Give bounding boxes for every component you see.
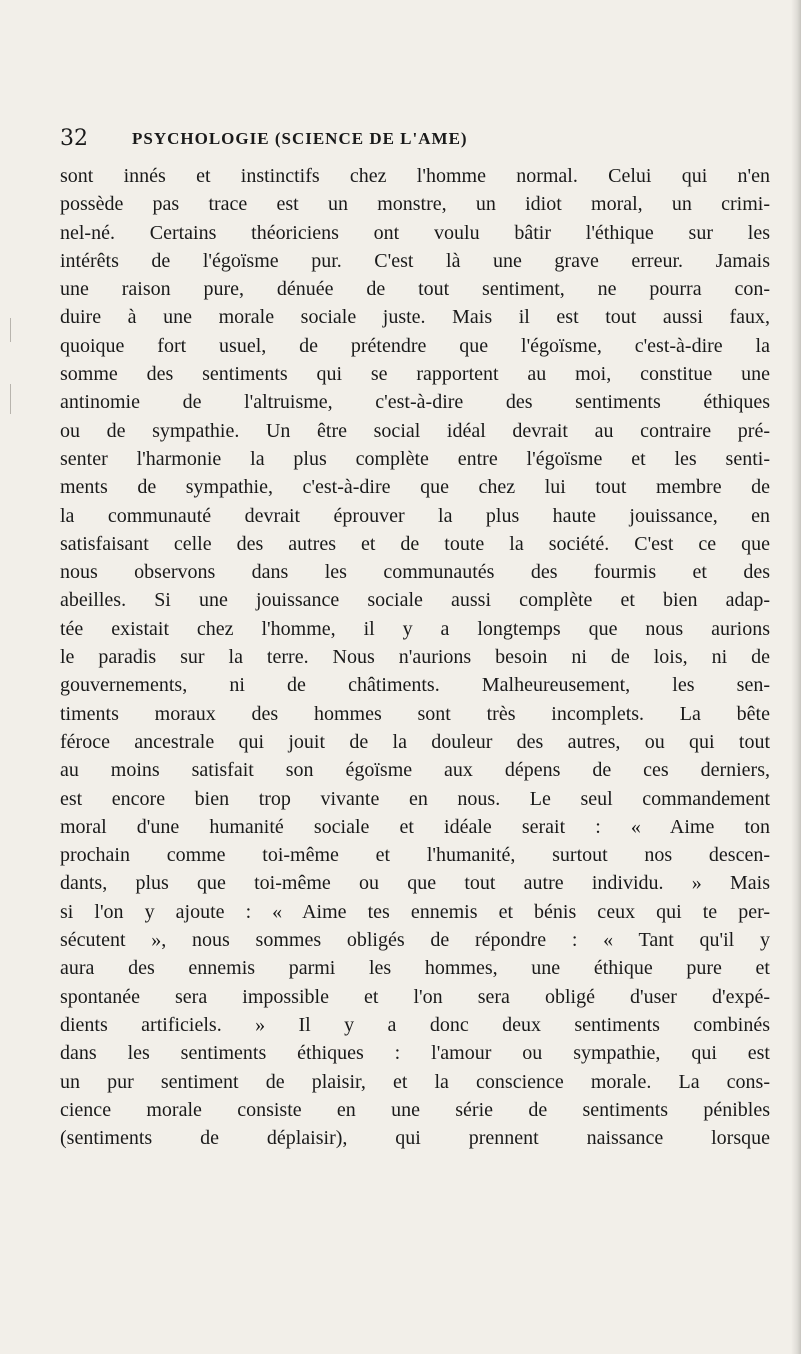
text-line: duire à une morale sociale juste. Mais il est tout aussi faux, bbox=[60, 306, 770, 329]
text-line: au moins satisfait son égoïsme aux dépens de ces derniers, bbox=[60, 759, 770, 782]
text-line: nous observons dans les communautés des fourmis et des bbox=[60, 561, 770, 584]
page-number: 32 bbox=[60, 126, 88, 151]
scan-mark bbox=[10, 384, 11, 414]
text-line: une raison pure, dénuée de tout sentiment, ne pourra con- bbox=[60, 278, 770, 301]
text-line: senter l'harmonie la plus complète entre l'égoïsme et les senti- bbox=[60, 447, 770, 470]
text-line: féroce ancestrale qui jouit de la douleur des autres, ou qui tout bbox=[60, 730, 770, 753]
text-line: quoique fort usuel, de prétendre que l'égoïsme, c'est-à-dire la bbox=[60, 334, 770, 357]
text-line: dients artificiels. » Il y a donc deux sentiments combinés bbox=[60, 1013, 770, 1036]
text-line: la communauté devrait éprouver la plus haute jouissance, en bbox=[60, 504, 770, 527]
scan-mark bbox=[10, 318, 11, 342]
text-line: si l'on y ajoute : « Aime tes ennemis et bénis ceux qui te per- bbox=[60, 900, 770, 923]
text-line: le paradis sur la terre. Nous n'aurions besoin ni de lois, ni de bbox=[60, 646, 770, 669]
text-line: un pur sentiment de plaisir, et la conscience morale. La cons- bbox=[60, 1070, 770, 1093]
text-line: nel-né. Certains théoriciens ont voulu bâtir l'éthique sur les bbox=[60, 221, 770, 244]
text-line: intérêts de l'égoïsme pur. C'est là une grave erreur. Jamais bbox=[60, 249, 770, 272]
text-line: moral d'une humanité sociale et idéale serait : « Aime ton bbox=[60, 815, 770, 838]
text-line: antinomie de l'altruisme, c'est-à-dire des sentiments éthiques bbox=[60, 391, 770, 414]
text-line: somme des sentiments qui se rapportent au moi, constitue une bbox=[60, 363, 770, 386]
text-line: est encore bien trop vivante en nous. Le seul commandement bbox=[60, 787, 770, 810]
text-line: timents moraux des hommes sont très incomplets. La bête bbox=[60, 702, 770, 725]
running-head: PSYCHOLOGIE (SCIENCE DE L'AME) bbox=[132, 129, 468, 148]
text-line: aura des ennemis parmi les hommes, une éthique pure et bbox=[60, 957, 770, 980]
text-line: dants, plus que toi-même ou que tout autre individu. » Mais bbox=[60, 872, 770, 895]
text-line: prochain comme toi-même et l'humanité, surtout nos descen- bbox=[60, 844, 770, 867]
text-line: abeilles. Si une jouissance sociale aussi complète et bien adap- bbox=[60, 589, 770, 612]
text-line: cience morale consiste en une série de sentiments pénibles bbox=[60, 1098, 770, 1121]
text-line: spontanée sera impossible et l'on sera obligé d'user d'expé- bbox=[60, 985, 770, 1008]
text-line: gouvernements, ni de châtiments. Malheureusement, les sen- bbox=[60, 674, 770, 697]
text-line: dans les sentiments éthiques : l'amour ou sympathie, qui est bbox=[60, 1042, 770, 1065]
text-line: (sentiments de déplaisir), qui prennent naissance lorsque bbox=[60, 1127, 770, 1150]
page-header bbox=[60, 124, 760, 154]
text-line: ou de sympathie. Un être social idéal devrait au contraire pré- bbox=[60, 419, 770, 442]
text-line: ments de sympathie, c'est-à-dire que chez lui tout membre de bbox=[60, 476, 770, 499]
text-line: tée existait chez l'homme, il y a longtemps que nous aurions bbox=[60, 617, 770, 640]
text-line: satisfaisant celle des autres et de toute la société. C'est ce que bbox=[60, 532, 770, 555]
text-line: sont innés et instinctifs chez l'homme normal. Celui qui n'en bbox=[60, 165, 770, 187]
body-text bbox=[60, 162, 770, 1152]
page-edge-shadow bbox=[791, 0, 801, 1354]
text-line: possède pas trace est un monstre, un idiot moral, un crimi- bbox=[60, 193, 770, 216]
text-line: sécutent », nous sommes obligés de répondre : « Tant qu'il y bbox=[60, 929, 770, 952]
